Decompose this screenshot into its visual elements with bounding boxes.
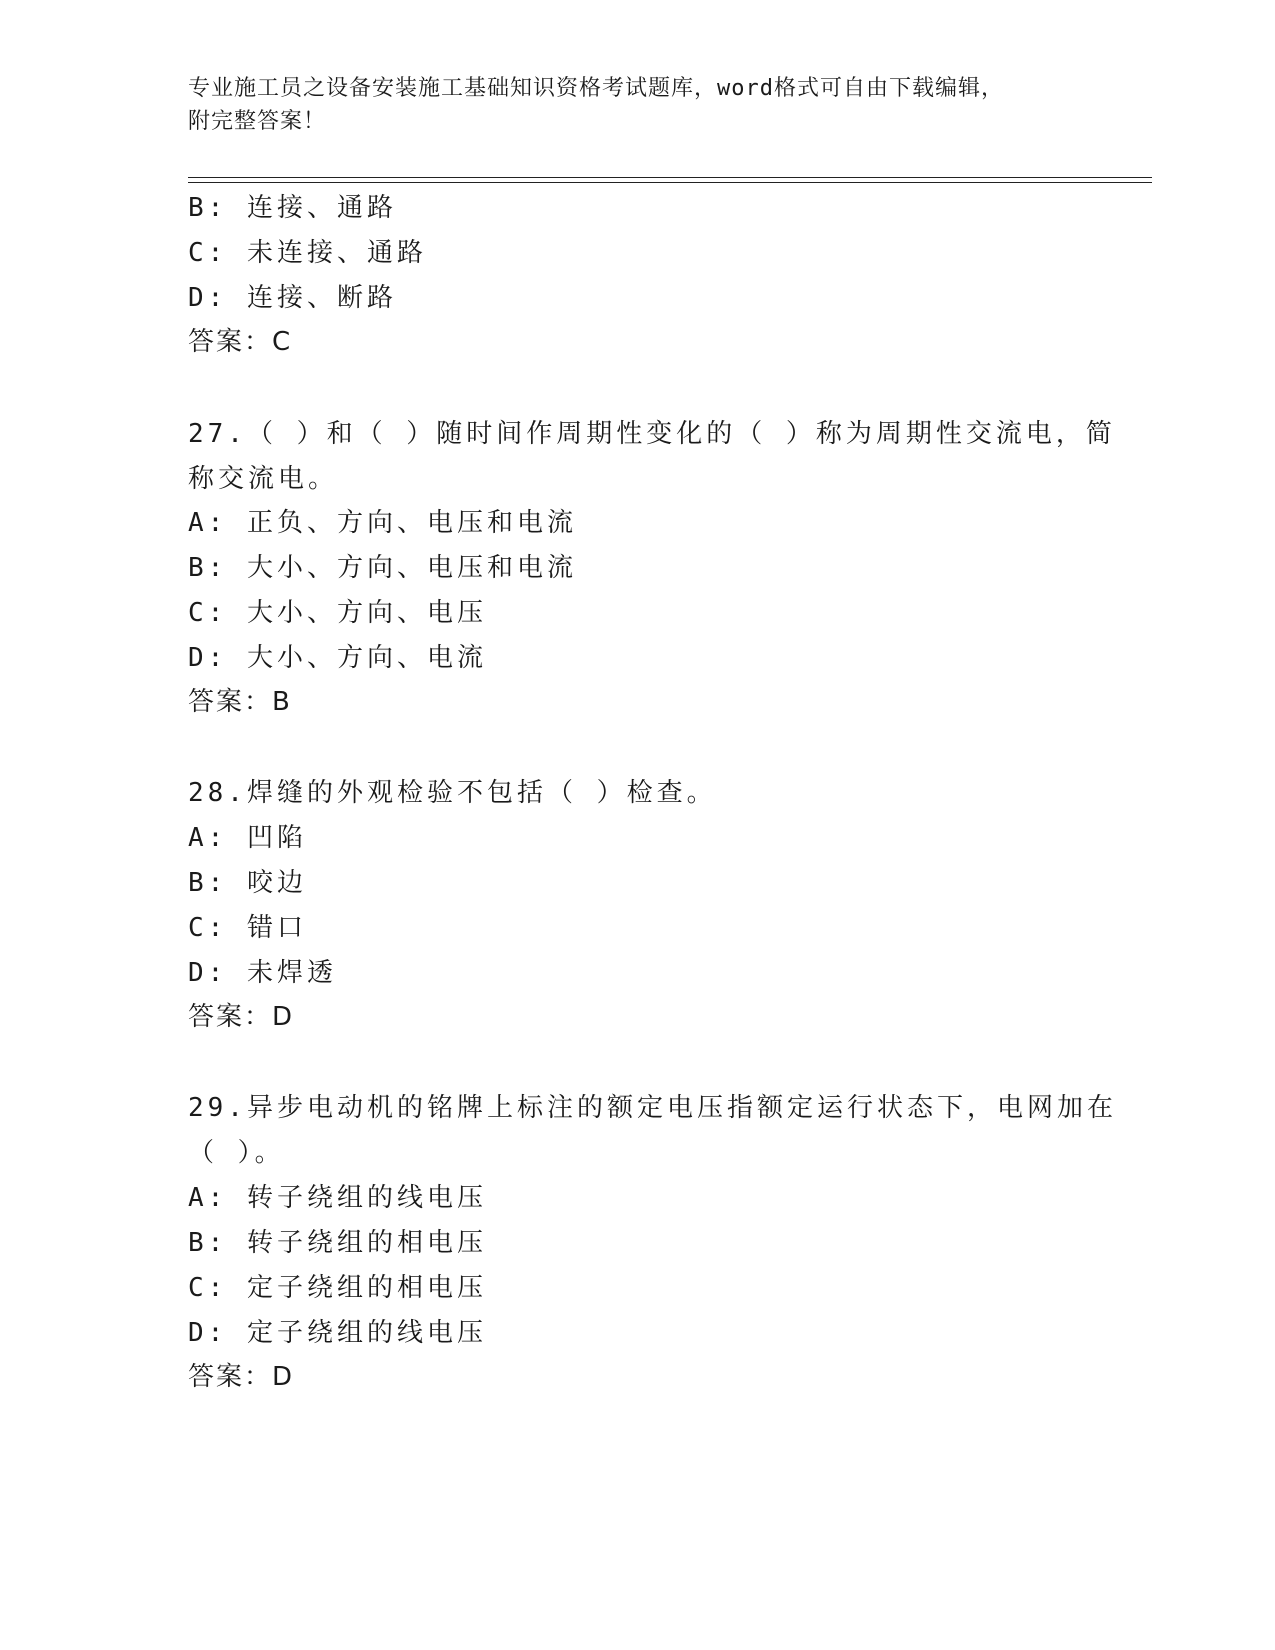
option-d: D: 未焊透 (188, 958, 337, 988)
option-b: B: 转子绕组的相电压 (188, 1228, 487, 1258)
answer: 答案：B (188, 687, 292, 717)
option-c: C: 大小、方向、电压 (188, 598, 487, 628)
question-stem: 27.（ ）和（ ）随时间作周期性变化的（ ）称为周期性交流电，简 (188, 419, 1116, 449)
option-d: D: 大小、方向、电流 (188, 643, 487, 673)
answer: 答案：C (188, 327, 293, 357)
question-stem: 29.异步电动机的铭牌上标注的额定电压指额定运行状态下，电网加在 (188, 1093, 1117, 1123)
option-b: B: 大小、方向、电压和电流 (188, 553, 577, 583)
option-d: D: 连接、断路 (188, 283, 397, 313)
option-c: C: 未连接、通路 (188, 238, 427, 268)
question-stem: 28.焊缝的外观检验不包括（ ）检查。 (188, 778, 717, 808)
question-stem: （ ）。 (188, 1138, 285, 1168)
option-a: A: 正负、方向、电压和电流 (188, 508, 577, 538)
question-stem: 称交流电。 (188, 464, 339, 494)
answer: 答案：D (188, 1002, 295, 1032)
header-line-1: 专业施工员之设备安装施工基础知识资格考试题库，word格式可自由下载编辑， (188, 76, 1004, 101)
option-c: C: 定子绕组的相电压 (188, 1273, 487, 1303)
option-c: C: 错口 (188, 913, 307, 943)
option-b: B: 连接、通路 (188, 193, 397, 223)
header-line-2: 附完整答案！ (188, 109, 327, 134)
header-rule-top (188, 177, 1152, 178)
option-a: A: 凹陷 (188, 823, 307, 853)
header-rule-bottom (188, 182, 1152, 183)
option-d: D: 定子绕组的线电压 (188, 1318, 487, 1348)
option-b: B: 咬边 (188, 868, 307, 898)
document-header (188, 72, 1068, 138)
answer: 答案：D (188, 1362, 295, 1392)
option-a: A: 转子绕组的线电压 (188, 1183, 487, 1213)
